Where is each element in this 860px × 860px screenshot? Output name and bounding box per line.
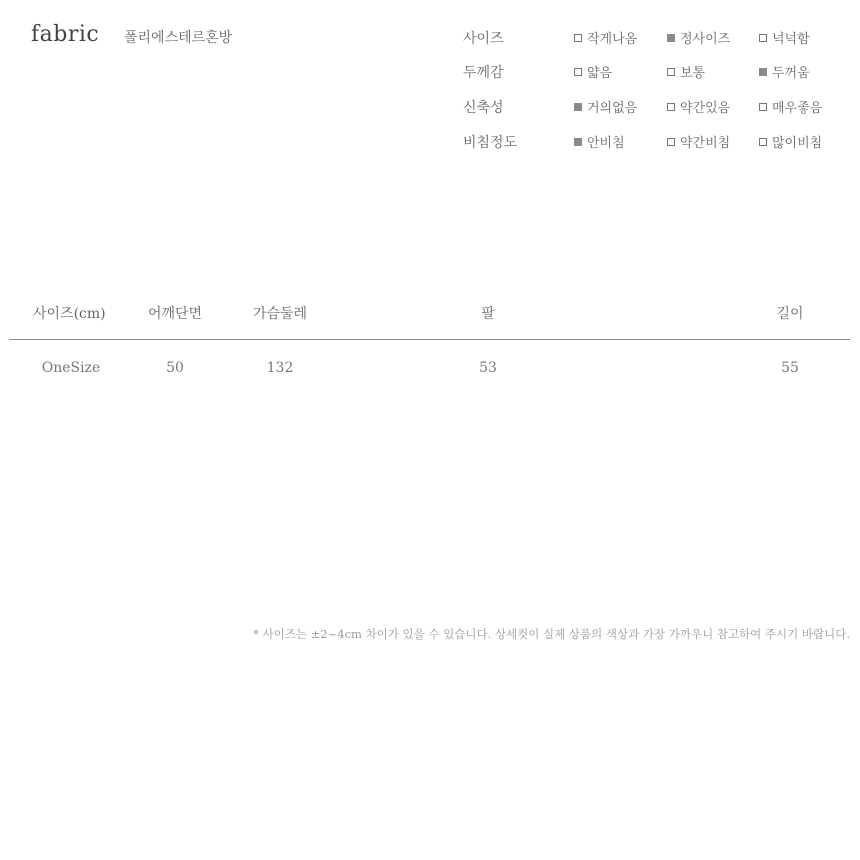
attribute-option <box>667 132 730 151</box>
table-cell: OneSize <box>41 360 101 376</box>
attribute-option <box>574 28 637 47</box>
attribute-option <box>574 62 612 81</box>
option-label: 정사이즈 <box>680 32 731 47</box>
checkbox-icon <box>667 103 675 111</box>
checkbox-icon <box>759 34 767 42</box>
attribute-row-thickness <box>463 62 853 82</box>
table-divider <box>9 339 850 340</box>
table-cell: 53 <box>479 360 497 376</box>
option-label: 안비침 <box>587 136 625 151</box>
attribute-row-stretch <box>463 97 853 117</box>
attribute-label: 두께감 <box>463 65 504 81</box>
table-header: 길이 <box>776 306 804 322</box>
table-header: 팔 <box>481 306 495 322</box>
option-label: 보통 <box>680 66 706 81</box>
attribute-row-sheerness <box>463 132 853 152</box>
attribute-option <box>667 97 730 116</box>
checkbox-icon <box>667 138 675 146</box>
option-label: 두꺼움 <box>772 66 810 81</box>
checkbox-icon <box>574 68 582 76</box>
attribute-option <box>759 28 810 47</box>
option-label: 많이비침 <box>772 136 823 151</box>
option-label: 얇음 <box>587 66 613 81</box>
attribute-option <box>667 28 730 47</box>
attribute-option <box>759 62 810 81</box>
checkbox-checked-icon <box>574 103 582 111</box>
attribute-label: 비침정도 <box>463 135 518 151</box>
checkbox-checked-icon <box>759 68 767 76</box>
fabric-title: fabric <box>31 22 100 47</box>
option-label: 약간비침 <box>680 136 731 151</box>
table-cell: 50 <box>166 360 184 376</box>
option-label: 거의없음 <box>587 101 638 116</box>
attribute-label: 사이즈 <box>463 31 504 47</box>
table-header: 가슴둘레 <box>252 306 308 322</box>
table-header: 사이즈(cm) <box>33 306 106 322</box>
table-cell: 132 <box>266 360 294 376</box>
option-label: 약간있음 <box>680 101 731 116</box>
attribute-option <box>759 97 822 116</box>
checkbox-icon <box>759 103 767 111</box>
checkbox-checked-icon <box>667 34 675 42</box>
checkbox-icon <box>667 68 675 76</box>
attribute-option <box>574 132 625 151</box>
table-cell: 55 <box>781 360 799 376</box>
option-label: 매우좋음 <box>772 101 823 116</box>
checkbox-icon <box>574 34 582 42</box>
checkbox-checked-icon <box>574 138 582 146</box>
attribute-option <box>667 62 705 81</box>
attribute-label: 신축성 <box>463 100 504 116</box>
checkbox-icon <box>759 138 767 146</box>
option-label: 작게나옴 <box>587 32 638 47</box>
option-label: 넉넉함 <box>772 32 810 47</box>
attribute-option <box>759 132 822 151</box>
attribute-option <box>574 97 637 116</box>
attribute-row-size <box>463 28 853 48</box>
fabric-value: 폴리에스테르혼방 <box>124 30 233 46</box>
table-header: 어깨단면 <box>147 306 203 322</box>
size-note: * 사이즈는 ±2~4cm 차이가 있을 수 있습니다. 상세컷이 실제 상품의 색상과 가장 가까우니 참고하여 주시기 바랍니다. <box>253 627 850 641</box>
